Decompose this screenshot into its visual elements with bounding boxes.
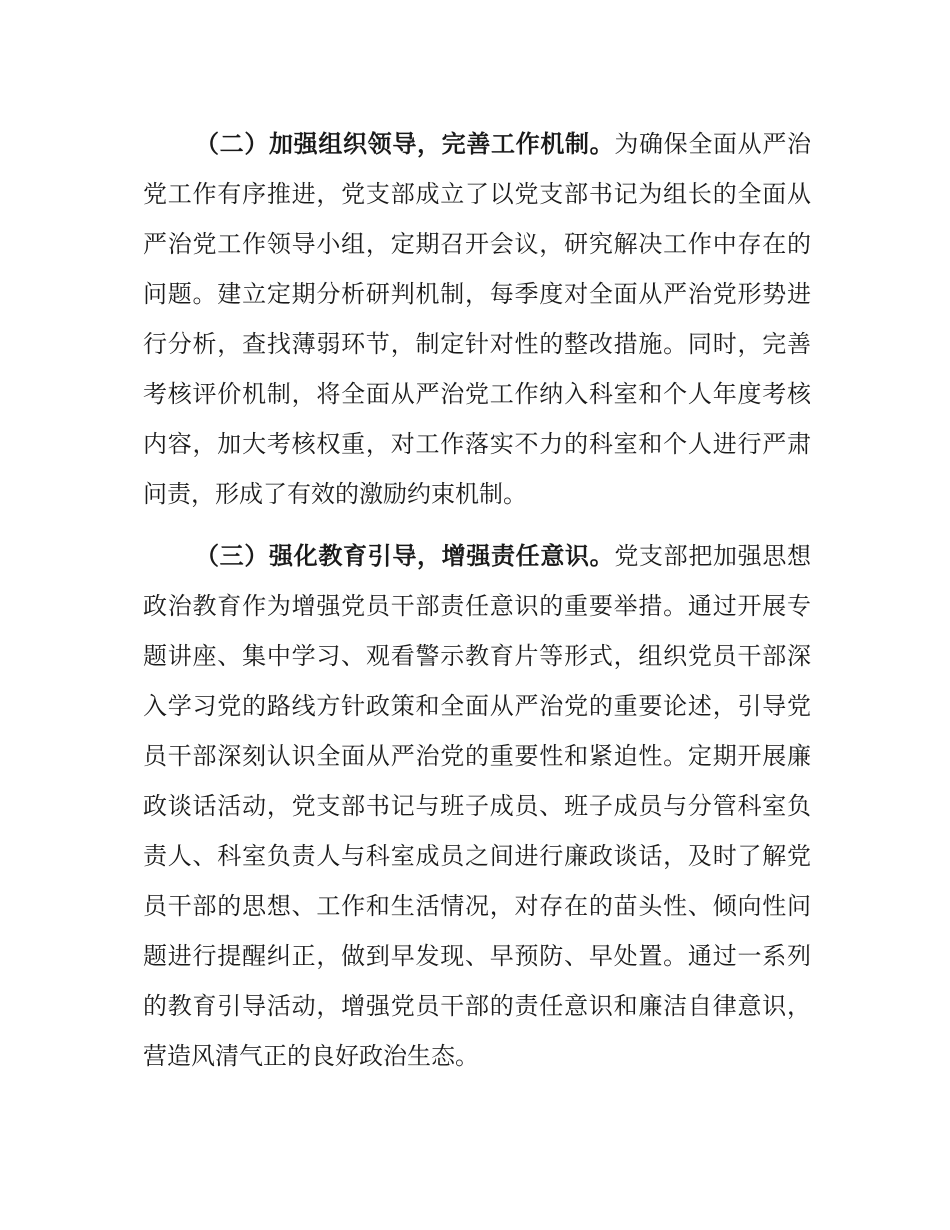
- section-3-line-9: 的教育引导活动，增强党员干部的责任意识和廉洁自律意识，: [143, 992, 811, 1020]
- section-2-line-2: 严治党工作领导小组，定期召开会议，研究解决工作中存在的: [143, 230, 811, 258]
- section-2-line-3: 问题。建立定期分析研判机制，每季度对全面从严治党形势进: [143, 280, 811, 308]
- section-3-line-4: 员干部深刻认识全面从严治党的重要性和紧迫性。定期开展廉: [143, 742, 811, 770]
- section-2-line-5: 考核评价机制，将全面从严治党工作纳入科室和个人年度考核: [143, 380, 811, 408]
- section-3-line-8: 题进行提醒纠正，做到早发现、早预防、早处置。通过一系列: [143, 942, 811, 970]
- section-3-heading: （三）强化教育引导，增强责任意识。: [195, 542, 615, 570]
- section-2-heading: （二）加强组织领导，完善工作机制。: [195, 130, 615, 158]
- section-2-line-6: 内容，加大考核权重，对工作落实不力的科室和个人进行严肃: [143, 430, 811, 458]
- section-2-first-line: [195, 119, 811, 169]
- section-2-line-7: 问责，形成了有效的激励约束机制。: [143, 480, 527, 508]
- section-2-line-1: 党工作有序推进，党支部成立了以党支部书记为组长的全面从: [143, 180, 811, 208]
- section-3-line-10: 营造风清气正的良好政治生态。: [143, 1042, 479, 1070]
- section-3-line-3: 入学习党的路线方针政策和全面从严治党的重要论述，引导党: [143, 692, 811, 720]
- section-3-line-0: 党支部把加强思想: [614, 542, 812, 570]
- section-2-line-4: 行分析，查找薄弱环节，制定针对性的整改措施。同时，完善: [143, 330, 811, 358]
- section-3-line-1: 政治教育作为增强党员干部责任意识的重要举措。通过开展专: [143, 592, 811, 620]
- section-3-line-5: 政谈话活动，党支部书记与班子成员、班子成员与分管科室负: [143, 792, 811, 820]
- section-3-line-7: 员干部的思想、工作和生活情况，对存在的苗头性、倾向性问: [143, 892, 811, 920]
- section-3-line-6: 责人、科室负责人与科室成员之间进行廉政谈话，及时了解党: [143, 842, 811, 870]
- section-3-line-2: 题讲座、集中学习、观看警示教育片等形式，组织党员干部深: [143, 642, 811, 670]
- section-3-first-line: [195, 531, 811, 581]
- section-2-line-0: 为确保全面从严治: [614, 130, 812, 158]
